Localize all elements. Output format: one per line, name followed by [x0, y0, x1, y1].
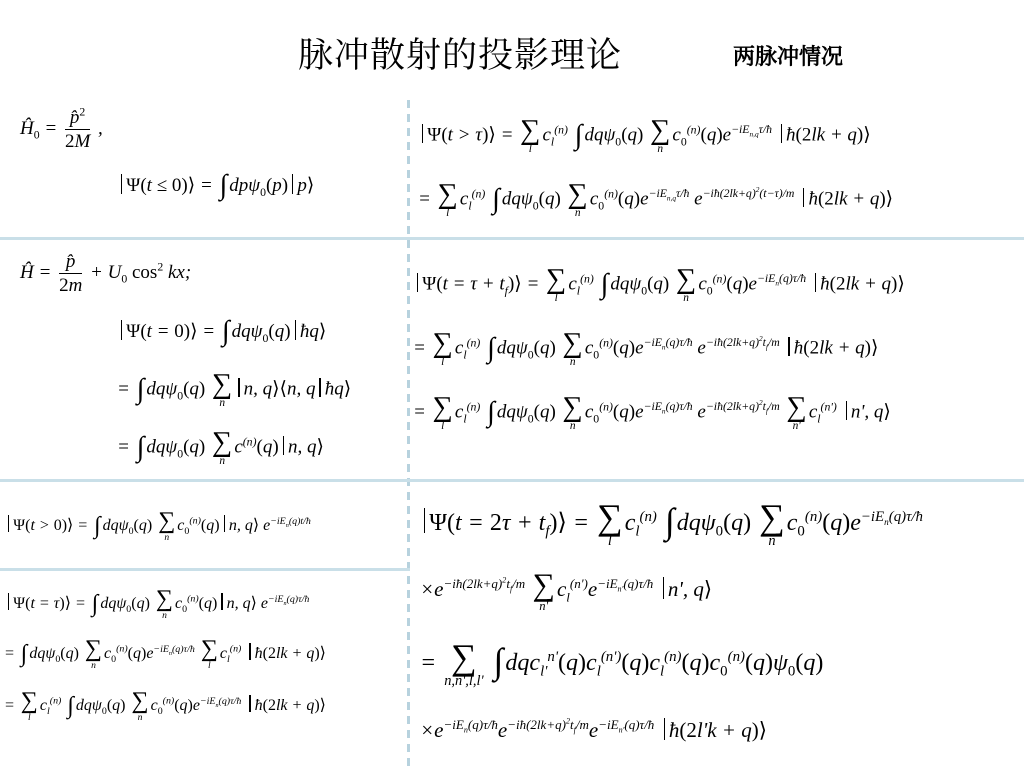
vertical-divider	[407, 100, 410, 768]
eq-state-after-tau-expanded: = ∑ l $c_l^{(n)}$ ∫ dqψ$_0$(q) ∑ n $c_0^{(n)}(q)e^{-iE_{n,q}\tau/ħ}$ $e^{-iħ(2lk+q)^2(t-\tau)/m}$ ħ(2lk + q)⟩	[418, 179, 894, 220]
divider-2	[0, 479, 1024, 482]
eq-bloch-coefficients: = ∫ dqψ$_0$(q) ∑ n $c^{(n)}(q)$ n, q⟩	[117, 427, 324, 468]
eq-state-two-pulse-sum: = ∑ n,n',l,l' $\int dqc_{l'}^{n'}(q)c_l^{(n')}(q)c_l^{(n)}(q)c_0^{(n)}(q)\psi_0(q)$	[420, 637, 824, 690]
eq-state-at-tau-pulse: = ∫ dqψ$_0$(q) ∑ n $c_0^{(n)}(q)e^{-iE_n(q)\tau/ħ}$ ∑ l $c_l^{(n)}$ ħ(2lk + q)⟩	[4, 636, 326, 671]
eq-state-tau-tf: $\Psi(t = \tau + t_f)⟩$ = ∑ l $c_l^{(n)}$ ∫ dqψ$_0$(q) ∑ n $c_0^{(n)}(q)e^{-iE_n(q)\tau/ħ}$ ħ(2lk + q)⟩	[413, 266, 905, 304]
eq-free-hamiltonian: $Ĥ_0$ = $\frac{p̂^2}{2M}$ ,	[20, 105, 103, 152]
eq-bloch-expansion: = ∫ dqψ$_0$(q) ∑ n n, q⟩⟨n, q ħq⟩	[117, 369, 352, 410]
eq-state-after-tau: Ψ(t > τ)⟩ = ∑ l $c_l^{(n)}$ ∫ dqψ$_0$(q) ∑ n $c_0^{(n)}(q)e^{-iE_{n,q}\tau/ħ}$ ħ(2lk + q)⟩	[418, 117, 871, 155]
eq-state-tau-tf-projected: = ∑ l $c_l^{(n)}$ ∫ dqψ$_0$(q) ∑ n $c_0^{(n)}(q)e^{-iE_n(q)\tau/ħ}$ $e^{-iħ(2lk+q)^2t_f/m}$ ∑ n' $c_l^{(n')}$ n', q⟩	[413, 392, 891, 433]
eq-state-positive-time: Ψ(t > 0)⟩ = ∫ dqψ$_0$(q) ∑ n $c_0^{(n)}(q)$ n, q⟩ $e^{-iE_n(q)t/ħ}$	[4, 510, 311, 542]
eq-state-two-pulse-phase: $\times e^{-iE_n(q)\tau/ħ}e^{-iħ(2lk+q)^2t_f/m}e^{-iE_{n'}(q)\tau/ħ}$ ħ(2l'k + q)⟩	[420, 716, 767, 742]
eq-initial-state: Ψ(t ≤ 0)⟩ = ∫ dpψ$_0$(p) p⟩	[117, 172, 314, 201]
eq-lattice-initial-state: Ψ(t = 0)⟩ = ∫ dqψ$_0$(q) ħq⟩	[117, 318, 326, 347]
divider-3	[0, 568, 410, 571]
eq-state-at-tau: Ψ(t = τ)⟩ = ∫ dqψ$_0$(q) ∑ n $c_0^{(n)}(q)$ n, q⟩ $e^{-iE_n(q)\tau/ħ}$	[4, 588, 309, 620]
eq-state-at-tau-reordered: = ∑ l $c_l^{(n)}$ ∫ dqψ$_0$(q) ∑ n $c_0^{(n)}(q)e^{-iE_n(q)\tau/ħ}$ ħ(2lk + q)⟩	[4, 688, 326, 723]
divider-1	[0, 237, 1024, 240]
eq-state-tau-tf-free: = ∑ l $c_l^{(n)}$ ∫ dqψ$_0$(q) ∑ n $c_0^{(n)}(q)e^{-iE_n(q)\tau/ħ}$ $e^{-iħ(2lk+q)^2t_f/m}$ ħ(2lk + q)⟩	[413, 328, 879, 369]
eq-state-two-pulse: $\Psi(t = 2\tau + t_f)⟩$ = ∑ l $c_l^{(n)}$ ∫dqψ$_0$(q) ∑ n $c_0^{(n)}(q)e^{-iE_n(q)\tau/ħ}$	[420, 500, 923, 549]
page-subtitle: 两脉冲情况	[733, 45, 844, 70]
page-title: 脉冲散射的投影理论	[298, 36, 623, 76]
eq-lattice-hamiltonian: Ĥ = $\frac{p̂}{2m}$ + $U_0$ $\cos^2$ kx;	[20, 251, 192, 296]
eq-state-two-pulse-cont: $\times e^{-iħ(2lk+q)^2t_f/m}$ ∑ n' $c_l^{(n')}e^{-iE_{n'}(q)\tau/ħ}$ n', q⟩	[420, 567, 713, 613]
